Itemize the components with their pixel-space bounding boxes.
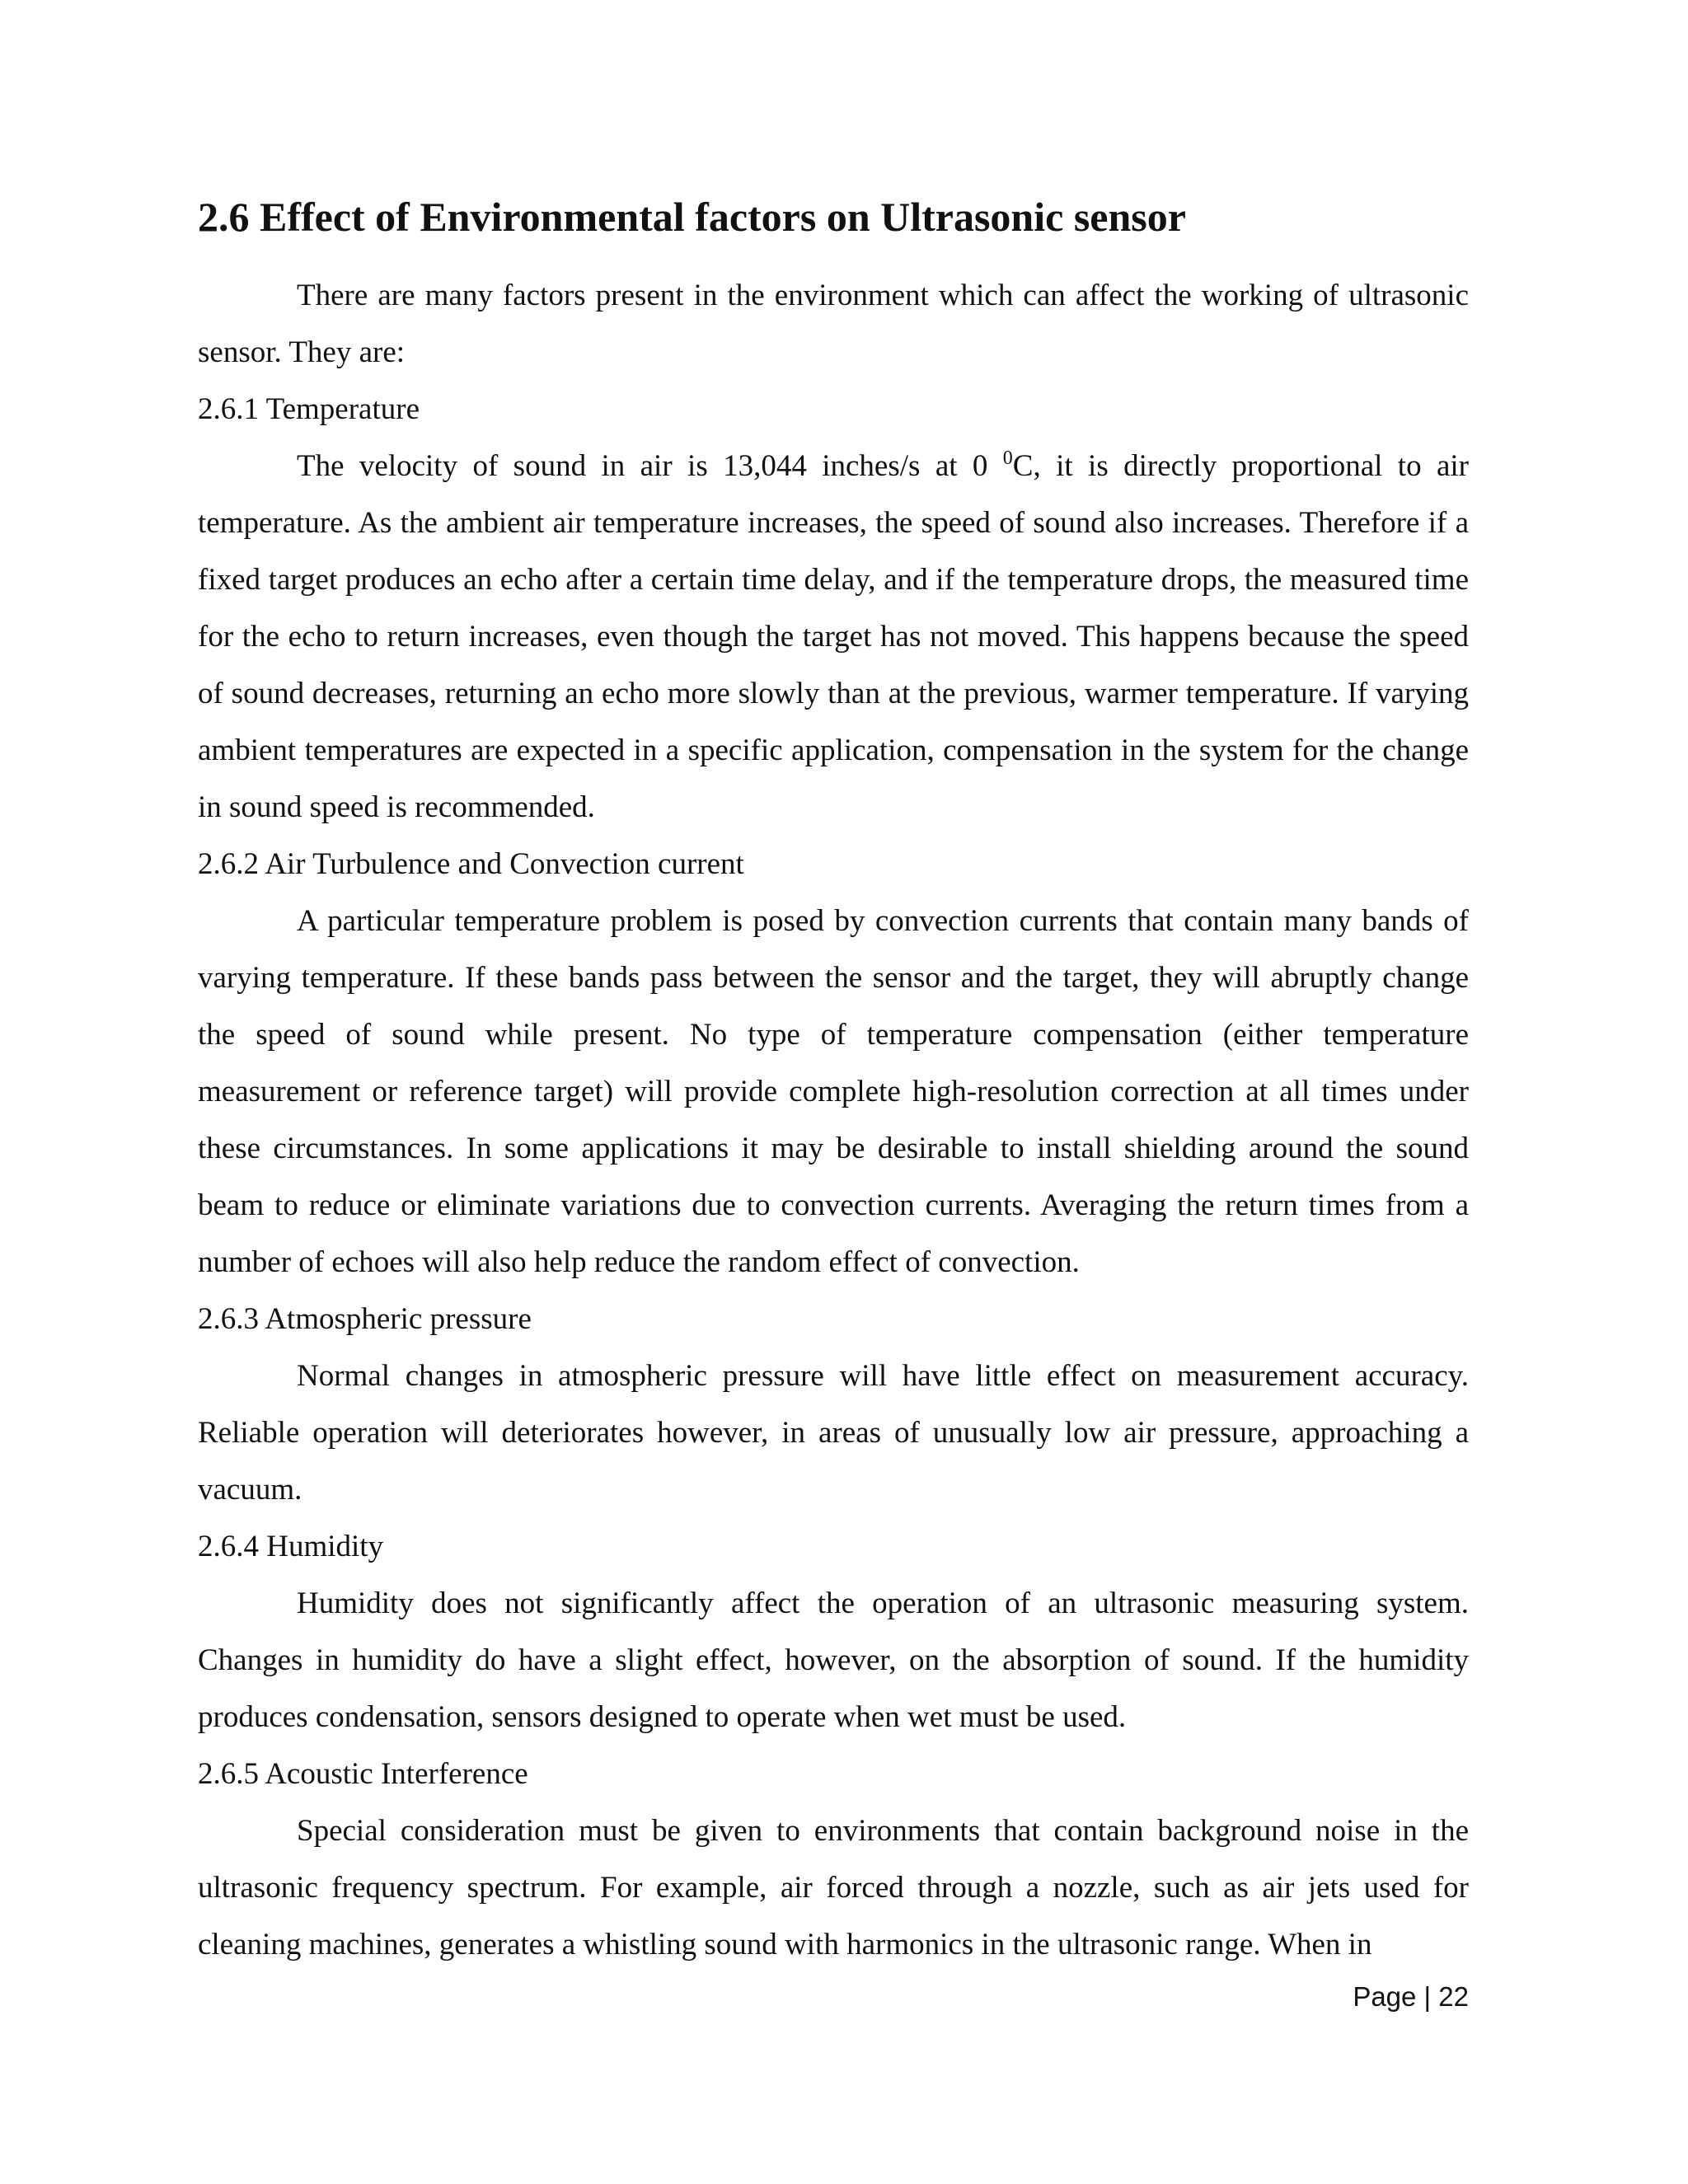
subsection-heading-temperature: 2.6.1 Temperature (198, 392, 420, 426)
temperature-text-start: The velocity of sound in air is 13,044 inches/s at 0 (297, 449, 1003, 483)
acoustic-interference-paragraph: Special consideration must be given to environments that contain background noise in the ultrasonic frequency spectrum. For example, air forced through a nozzle, such as air jets used for cleaning machines, generates a whistling sound with harmonics in the ultrasonic range. When in (198, 1814, 1469, 1961)
subsection-heading-humidity: 2.6.4 Humidity (198, 1530, 384, 1563)
atmospheric-pressure-paragraph: Normal changes in atmospheric pressure will have little effect on measurement accuracy. Reliable operation will deteriorates however, in areas of unusually low air pressure, approaching a vacuum. (198, 1359, 1469, 1507)
section-heading: 2.6 Effect of Environmental factors on Ultrasonic sensor (198, 194, 1186, 240)
subsection-heading-atmospheric-pressure: 2.6.3 Atmospheric pressure (198, 1302, 532, 1336)
subsection-heading-acoustic-interference: 2.6.5 Acoustic Interference (198, 1757, 528, 1791)
temperature-paragraph (198, 438, 1469, 836)
page-number: Page | 22 (1353, 1981, 1469, 2012)
subsection-heading-air-turbulence: 2.6.2 Air Turbulence and Convection current (198, 847, 744, 881)
intro-paragraph: There are many factors present in the environment which can affect the working of ultrasonic sensor. They are: (198, 279, 1469, 369)
document-body (198, 267, 1469, 1973)
degree-superscript: 0 (1002, 448, 1013, 469)
air-turbulence-paragraph: A particular temperature problem is posed by convection currents that contain many bands of varying temperature. If these bands pass between the sensor and the target, they will abruptly change the speed of sound while present. No type of temperature compensation (either temperature measurement or reference target) will provide complete high-resolution correction at all times under these circumstances. In some applications it may be desirable to install shielding around the sound beam to reduce or eliminate variations due to convection currents. Averaging the return times from a number of echoes will also help reduce the random effect of convection. (198, 904, 1469, 1279)
humidity-paragraph: Humidity does not significantly affect the operation of an ultrasonic measuring system. Changes in humidity do have a slight effect, however, on the absorption of sound. If the humidity produces condensation, sensors designed to operate when wet must be used. (198, 1586, 1469, 1734)
temperature-text-end: C, it is directly proportional to air temperature. As the ambient air temperature increases, the speed of sound also increases. Therefore if a fixed target produces an echo after a certain time delay, and if the temperature drops, the measured time for the echo to return increases, even though the target has not moved. This happens because the speed of sound decreases, returning an echo more slowly than at the previous, warmer temperature. If varying ambient temperatures are expected in a specific application, compensation in the system for the change in sound speed is recommended. (198, 449, 1469, 824)
